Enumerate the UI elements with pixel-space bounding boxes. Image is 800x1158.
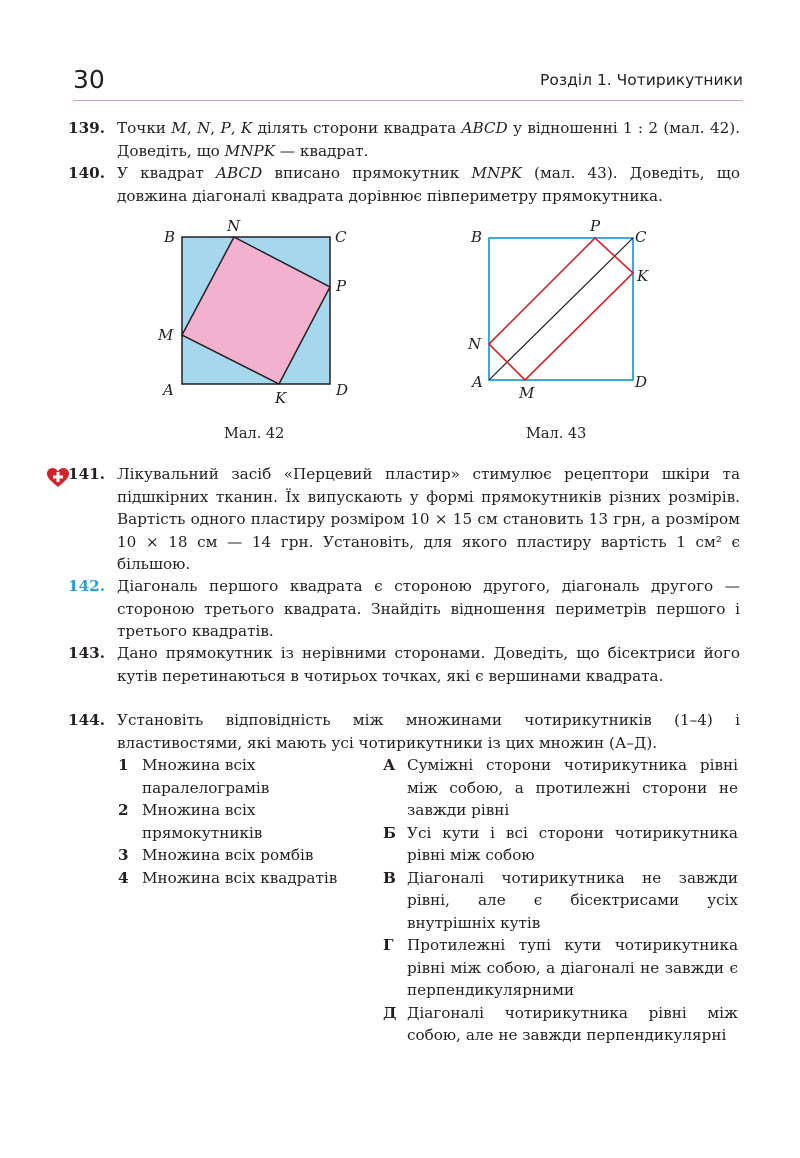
label-a: A: [472, 373, 483, 391]
list-item: А Суміжні сторони чотирикутника рівні між собою, а протилежні сторони не завжди рівні: [383, 756, 738, 819]
task-text: У квадрат ABCD вписано прямокутник MNPK (мал. 43). Доведіть, що довжина діагоналі квадрата дорівнює півпериметру прямокутника.: [117, 164, 740, 205]
diagonal-ac: [489, 238, 633, 380]
label-c: C: [335, 228, 347, 246]
label-m: M: [158, 326, 174, 344]
task-144: [68, 709, 740, 754]
page-header: [73, 62, 743, 101]
figure-43-caption: Мал. 43: [526, 426, 587, 442]
task-number: 143.: [68, 644, 105, 662]
list-item: 3 Множина всіх ромбів: [118, 846, 314, 864]
matching-sets: [118, 754, 378, 889]
list-item: 2 Множина всіх прямокутників: [118, 801, 263, 842]
task-number: 139.: [68, 119, 105, 137]
task-140: [68, 162, 740, 207]
label-k: K: [637, 267, 649, 285]
task-text: Точки M, N, P, K ділять сторони квадрата ABCD у відношенні 1 : 2 (мал. 42). Доведіть, що MNPK — квадрат.: [117, 119, 741, 160]
label-b: B: [164, 228, 176, 246]
section-title: Розділ 1. Чотирикутники: [540, 71, 743, 89]
list-item: Б Усі кути і всі сторони чотирикутника рівні між собою: [383, 823, 738, 864]
list-item: Д Діагоналі чотирикутника рівні між собою, але не завжди перпендикулярні: [383, 1003, 738, 1044]
task-number: 141.: [68, 465, 105, 483]
task-text: Установіть відповідність між множинами чотирикутників (1–4) і властивостями, які мають усі чотирикутники із цих множин (А–Д).: [117, 711, 740, 752]
label-m: M: [519, 384, 535, 402]
task-text: Лікувальний засіб «Перцевий пластир» стимулює рецептори шкіри та підшкірних тканин. Їх випускають у формі прямокутників різних розмірів. Вартість одного пластиру розміром 10 × 15 см становить 13 грн, а розміром 10 × 18 см — 14 грн. Установіть, для якого пластиру вартість 1 см² є більшою.: [117, 465, 740, 573]
label-a: A: [163, 381, 174, 399]
task-text: Діагональ першого квадрата є стороною другого, діагональ другого — стороною третього квадрата. Знайдіть відношення периметрів першого і третього квадратів.: [117, 577, 740, 640]
page-number: 30: [73, 65, 105, 94]
figure-43: [465, 215, 675, 410]
label-p: P: [336, 277, 347, 295]
task-142: [68, 575, 740, 643]
task-141: [68, 463, 740, 576]
heart-plus-icon: [47, 468, 69, 492]
label-n: N: [468, 335, 482, 353]
label-c: C: [635, 228, 647, 246]
task-text: Дано прямокутник із нерівними сторонами. Доведіть, що бісектриси його кутів перетинаються в чотирьох точках, які є вершинами квадрата.: [117, 644, 740, 685]
task-number: 140.: [68, 164, 105, 182]
figure-42: [155, 215, 365, 410]
figure-42-caption: Мал. 42: [224, 426, 285, 442]
label-d: D: [336, 381, 349, 399]
label-p: P: [590, 217, 601, 235]
label-b: B: [471, 228, 483, 246]
task-139: [68, 117, 740, 162]
list-item: Г Протилежні тупі кути чотирикутника рівні між собою, а діагоналі не завжди є перпендикулярними: [383, 936, 738, 999]
label-k: K: [275, 389, 287, 407]
list-item: 1 Множина всіх паралелограмів: [118, 756, 270, 797]
task-number: 142.: [68, 577, 105, 595]
label-n: N: [227, 217, 241, 235]
task-143: [68, 642, 740, 687]
matching-properties: [383, 754, 738, 1047]
label-d: D: [635, 373, 648, 391]
list-item: В Діагоналі чотирикутника не завжди рівні, але є бісектрисами усіх внутрішніх кутів: [383, 868, 738, 932]
list-item: 4 Множина всіх квадратів: [118, 868, 338, 887]
task-number: 144.: [68, 711, 105, 729]
